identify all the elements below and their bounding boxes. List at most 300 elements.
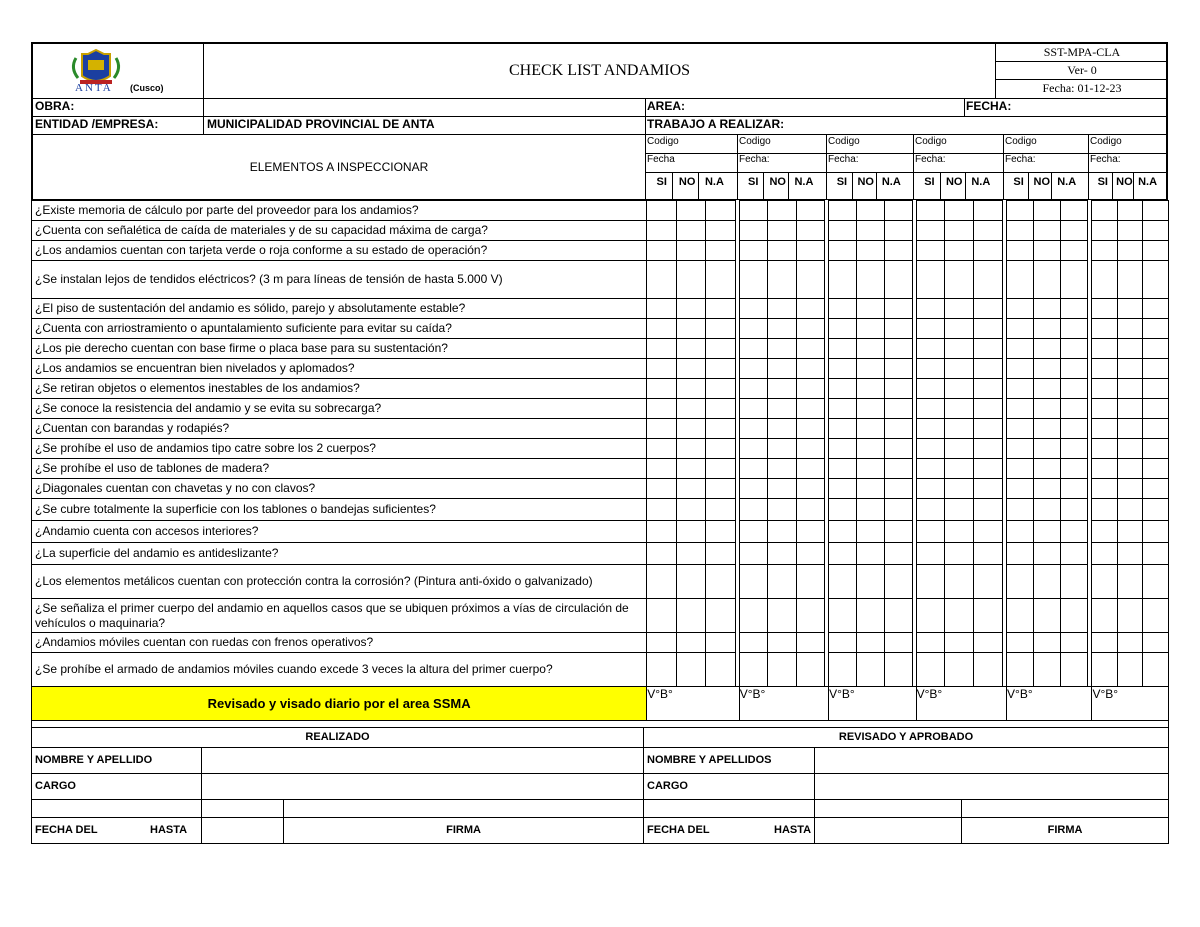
no-checkbox[interactable] (1117, 459, 1142, 479)
na-checkbox[interactable] (1143, 241, 1168, 261)
si-checkbox[interactable] (647, 241, 676, 261)
no-checkbox[interactable] (676, 439, 705, 459)
si-checkbox[interactable] (916, 653, 945, 687)
no-checkbox[interactable] (856, 221, 884, 241)
si-checkbox[interactable] (739, 221, 767, 241)
si-checkbox[interactable] (829, 221, 857, 241)
si-checkbox[interactable] (647, 261, 676, 299)
na-checkbox[interactable] (1061, 379, 1088, 399)
si-checkbox[interactable] (1007, 633, 1034, 653)
si-checkbox[interactable] (647, 399, 676, 419)
si-checkbox[interactable] (829, 543, 857, 565)
si-checkbox[interactable] (916, 419, 945, 439)
na-checkbox[interactable] (1061, 499, 1088, 521)
na-checkbox[interactable] (884, 599, 912, 633)
si-checkbox[interactable] (829, 201, 857, 221)
no-checkbox[interactable] (1117, 261, 1142, 299)
si-checkbox[interactable] (916, 201, 945, 221)
na-checkbox[interactable] (796, 521, 824, 543)
si-checkbox[interactable] (1007, 359, 1034, 379)
si-checkbox[interactable] (1092, 319, 1117, 339)
si-checkbox[interactable] (739, 459, 767, 479)
si-checkbox[interactable] (829, 653, 857, 687)
nombre-field-right[interactable] (815, 747, 1169, 773)
si-checkbox[interactable] (1092, 399, 1117, 419)
si-checkbox[interactable] (829, 479, 857, 499)
no-checkbox[interactable] (1117, 599, 1142, 633)
si-checkbox[interactable] (647, 599, 676, 633)
si-checkbox[interactable] (647, 419, 676, 439)
no-checkbox[interactable] (1034, 565, 1061, 599)
si-checkbox[interactable] (916, 299, 945, 319)
no-checkbox[interactable] (945, 565, 974, 599)
nombre-field-left[interactable] (202, 747, 644, 773)
no-checkbox[interactable] (856, 359, 884, 379)
na-checkbox[interactable] (796, 221, 824, 241)
no-checkbox[interactable] (856, 201, 884, 221)
si-checkbox[interactable] (1092, 633, 1117, 653)
na-checkbox[interactable] (1143, 479, 1168, 499)
na-checkbox[interactable] (796, 565, 824, 599)
no-checkbox[interactable] (1117, 521, 1142, 543)
si-checkbox[interactable] (1007, 479, 1034, 499)
si-checkbox[interactable] (739, 479, 767, 499)
si-checkbox[interactable] (1092, 379, 1117, 399)
si-checkbox[interactable] (829, 599, 857, 633)
no-checkbox[interactable] (856, 653, 884, 687)
no-checkbox[interactable] (1034, 479, 1061, 499)
na-checkbox[interactable] (706, 339, 735, 359)
na-checkbox[interactable] (706, 543, 735, 565)
no-checkbox[interactable] (676, 241, 705, 261)
no-checkbox[interactable] (856, 543, 884, 565)
no-checkbox[interactable] (945, 439, 974, 459)
no-checkbox[interactable] (768, 241, 796, 261)
no-checkbox[interactable] (1034, 633, 1061, 653)
no-checkbox[interactable] (945, 339, 974, 359)
si-checkbox[interactable] (916, 459, 945, 479)
si-checkbox[interactable] (1007, 299, 1034, 319)
si-checkbox[interactable] (1007, 543, 1034, 565)
na-checkbox[interactable] (796, 379, 824, 399)
no-checkbox[interactable] (945, 359, 974, 379)
si-checkbox[interactable] (739, 653, 767, 687)
si-checkbox[interactable] (1092, 359, 1117, 379)
no-checkbox[interactable] (676, 543, 705, 565)
vb-signature-cell[interactable]: V°B° (739, 687, 828, 721)
no-checkbox[interactable] (945, 633, 974, 653)
na-checkbox[interactable] (974, 241, 1003, 261)
si-checkbox[interactable] (1092, 419, 1117, 439)
no-checkbox[interactable] (768, 459, 796, 479)
no-checkbox[interactable] (768, 399, 796, 419)
na-checkbox[interactable] (1143, 339, 1168, 359)
si-checkbox[interactable] (739, 201, 767, 221)
na-checkbox[interactable] (974, 439, 1003, 459)
si-checkbox[interactable] (916, 379, 945, 399)
no-checkbox[interactable] (676, 419, 705, 439)
na-checkbox[interactable] (974, 379, 1003, 399)
na-checkbox[interactable] (1061, 479, 1088, 499)
no-checkbox[interactable] (676, 221, 705, 241)
no-checkbox[interactable] (1034, 499, 1061, 521)
na-checkbox[interactable] (1143, 543, 1168, 565)
no-checkbox[interactable] (945, 201, 974, 221)
si-checkbox[interactable] (829, 439, 857, 459)
no-checkbox[interactable] (1034, 299, 1061, 319)
si-checkbox[interactable] (829, 241, 857, 261)
na-checkbox[interactable] (884, 319, 912, 339)
na-checkbox[interactable] (974, 261, 1003, 299)
si-checkbox[interactable] (739, 339, 767, 359)
na-checkbox[interactable] (1143, 521, 1168, 543)
na-checkbox[interactable] (1061, 261, 1088, 299)
na-checkbox[interactable] (974, 299, 1003, 319)
si-checkbox[interactable] (739, 319, 767, 339)
no-checkbox[interactable] (1117, 241, 1142, 261)
si-checkbox[interactable] (829, 399, 857, 419)
no-checkbox[interactable] (768, 653, 796, 687)
na-checkbox[interactable] (1061, 241, 1088, 261)
na-checkbox[interactable] (1061, 653, 1088, 687)
si-checkbox[interactable] (916, 359, 945, 379)
si-checkbox[interactable] (739, 499, 767, 521)
no-checkbox[interactable] (856, 339, 884, 359)
no-checkbox[interactable] (768, 379, 796, 399)
na-checkbox[interactable] (1061, 419, 1088, 439)
na-checkbox[interactable] (796, 439, 824, 459)
si-checkbox[interactable] (1007, 261, 1034, 299)
no-checkbox[interactable] (1034, 261, 1061, 299)
na-checkbox[interactable] (706, 499, 735, 521)
no-checkbox[interactable] (1034, 439, 1061, 459)
no-checkbox[interactable] (768, 359, 796, 379)
no-checkbox[interactable] (856, 439, 884, 459)
no-checkbox[interactable] (1117, 379, 1142, 399)
na-checkbox[interactable] (1061, 459, 1088, 479)
si-checkbox[interactable] (739, 419, 767, 439)
na-checkbox[interactable] (1143, 499, 1168, 521)
no-checkbox[interactable] (768, 339, 796, 359)
vb-signature-cell[interactable]: V°B° (647, 687, 739, 721)
vb-signature-cell[interactable]: V°B° (1007, 687, 1092, 721)
na-checkbox[interactable] (706, 221, 735, 241)
no-checkbox[interactable] (1034, 599, 1061, 633)
no-checkbox[interactable] (768, 261, 796, 299)
si-checkbox[interactable] (647, 379, 676, 399)
si-checkbox[interactable] (829, 521, 857, 543)
no-checkbox[interactable] (1034, 379, 1061, 399)
no-checkbox[interactable] (676, 653, 705, 687)
no-checkbox[interactable] (856, 379, 884, 399)
na-checkbox[interactable] (884, 399, 912, 419)
na-checkbox[interactable] (706, 599, 735, 633)
no-checkbox[interactable] (1117, 633, 1142, 653)
no-checkbox[interactable] (1034, 399, 1061, 419)
si-checkbox[interactable] (647, 521, 676, 543)
na-checkbox[interactable] (706, 201, 735, 221)
si-checkbox[interactable] (1007, 319, 1034, 339)
si-checkbox[interactable] (829, 633, 857, 653)
na-checkbox[interactable] (1061, 319, 1088, 339)
na-checkbox[interactable] (1143, 565, 1168, 599)
na-checkbox[interactable] (706, 565, 735, 599)
si-checkbox[interactable] (647, 221, 676, 241)
na-checkbox[interactable] (884, 241, 912, 261)
na-checkbox[interactable] (706, 379, 735, 399)
na-checkbox[interactable] (796, 261, 824, 299)
fecha-range-right[interactable] (644, 817, 815, 843)
si-checkbox[interactable] (829, 261, 857, 299)
no-checkbox[interactable] (856, 299, 884, 319)
si-checkbox[interactable] (916, 221, 945, 241)
no-checkbox[interactable] (1117, 299, 1142, 319)
no-checkbox[interactable] (1117, 319, 1142, 339)
si-checkbox[interactable] (739, 521, 767, 543)
si-checkbox[interactable] (916, 599, 945, 633)
si-checkbox[interactable] (647, 201, 676, 221)
si-checkbox[interactable] (1007, 439, 1034, 459)
na-checkbox[interactable] (974, 399, 1003, 419)
no-checkbox[interactable] (1117, 201, 1142, 221)
si-checkbox[interactable] (647, 543, 676, 565)
na-checkbox[interactable] (884, 543, 912, 565)
na-checkbox[interactable] (1061, 399, 1088, 419)
si-checkbox[interactable] (829, 419, 857, 439)
si-checkbox[interactable] (1092, 565, 1117, 599)
si-checkbox[interactable] (739, 241, 767, 261)
na-checkbox[interactable] (1143, 201, 1168, 221)
na-checkbox[interactable] (1143, 299, 1168, 319)
na-checkbox[interactable] (1143, 319, 1168, 339)
na-checkbox[interactable] (706, 359, 735, 379)
na-checkbox[interactable] (884, 499, 912, 521)
si-checkbox[interactable] (829, 339, 857, 359)
si-checkbox[interactable] (916, 319, 945, 339)
no-checkbox[interactable] (1117, 499, 1142, 521)
na-checkbox[interactable] (796, 653, 824, 687)
na-checkbox[interactable] (974, 565, 1003, 599)
na-checkbox[interactable] (796, 201, 824, 221)
na-checkbox[interactable] (1061, 439, 1088, 459)
na-checkbox[interactable] (1061, 599, 1088, 633)
na-checkbox[interactable] (974, 653, 1003, 687)
na-checkbox[interactable] (884, 379, 912, 399)
na-checkbox[interactable] (1061, 543, 1088, 565)
na-checkbox[interactable] (1143, 419, 1168, 439)
no-checkbox[interactable] (1117, 359, 1142, 379)
na-checkbox[interactable] (1143, 439, 1168, 459)
no-checkbox[interactable] (856, 459, 884, 479)
na-checkbox[interactable] (1143, 399, 1168, 419)
no-checkbox[interactable] (945, 521, 974, 543)
na-checkbox[interactable] (706, 399, 735, 419)
vb-signature-cell[interactable]: V°B° (829, 687, 916, 721)
no-checkbox[interactable] (1117, 479, 1142, 499)
na-checkbox[interactable] (974, 599, 1003, 633)
si-checkbox[interactable] (1092, 599, 1117, 633)
si-checkbox[interactable] (1092, 439, 1117, 459)
na-checkbox[interactable] (796, 299, 824, 319)
si-checkbox[interactable] (916, 521, 945, 543)
no-checkbox[interactable] (856, 499, 884, 521)
na-checkbox[interactable] (974, 319, 1003, 339)
na-checkbox[interactable] (706, 419, 735, 439)
no-checkbox[interactable] (945, 653, 974, 687)
na-checkbox[interactable] (706, 319, 735, 339)
si-checkbox[interactable] (1092, 201, 1117, 221)
no-checkbox[interactable] (676, 359, 705, 379)
si-checkbox[interactable] (1092, 521, 1117, 543)
si-checkbox[interactable] (1007, 599, 1034, 633)
vb-signature-cell[interactable]: V°B° (1092, 687, 1168, 721)
na-checkbox[interactable] (1143, 261, 1168, 299)
si-checkbox[interactable] (647, 299, 676, 319)
na-checkbox[interactable] (706, 479, 735, 499)
si-checkbox[interactable] (739, 399, 767, 419)
no-checkbox[interactable] (676, 565, 705, 599)
na-checkbox[interactable] (884, 633, 912, 653)
si-checkbox[interactable] (829, 565, 857, 599)
na-checkbox[interactable] (884, 261, 912, 299)
no-checkbox[interactable] (1117, 439, 1142, 459)
si-checkbox[interactable] (1092, 339, 1117, 359)
si-checkbox[interactable] (1092, 241, 1117, 261)
no-checkbox[interactable] (945, 379, 974, 399)
no-checkbox[interactable] (945, 221, 974, 241)
na-checkbox[interactable] (974, 543, 1003, 565)
no-checkbox[interactable] (856, 399, 884, 419)
si-checkbox[interactable] (1007, 201, 1034, 221)
no-checkbox[interactable] (676, 339, 705, 359)
no-checkbox[interactable] (1117, 543, 1142, 565)
si-checkbox[interactable] (916, 479, 945, 499)
na-checkbox[interactable] (884, 221, 912, 241)
si-checkbox[interactable] (739, 543, 767, 565)
no-checkbox[interactable] (1034, 359, 1061, 379)
si-checkbox[interactable] (1092, 653, 1117, 687)
no-checkbox[interactable] (856, 565, 884, 599)
na-checkbox[interactable] (1143, 599, 1168, 633)
na-checkbox[interactable] (796, 241, 824, 261)
no-checkbox[interactable] (1117, 339, 1142, 359)
si-checkbox[interactable] (739, 565, 767, 599)
si-checkbox[interactable] (916, 633, 945, 653)
na-checkbox[interactable] (706, 633, 735, 653)
si-checkbox[interactable] (916, 439, 945, 459)
si-checkbox[interactable] (739, 379, 767, 399)
no-checkbox[interactable] (1117, 399, 1142, 419)
na-checkbox[interactable] (796, 633, 824, 653)
no-checkbox[interactable] (1117, 565, 1142, 599)
cargo-field-left[interactable] (202, 773, 644, 799)
no-checkbox[interactable] (856, 479, 884, 499)
no-checkbox[interactable] (945, 399, 974, 419)
na-checkbox[interactable] (1143, 653, 1168, 687)
no-checkbox[interactable] (1034, 543, 1061, 565)
no-checkbox[interactable] (945, 299, 974, 319)
na-checkbox[interactable] (884, 299, 912, 319)
si-checkbox[interactable] (1007, 399, 1034, 419)
no-checkbox[interactable] (768, 299, 796, 319)
na-checkbox[interactable] (974, 459, 1003, 479)
si-checkbox[interactable] (829, 299, 857, 319)
no-checkbox[interactable] (945, 319, 974, 339)
no-checkbox[interactable] (945, 241, 974, 261)
no-checkbox[interactable] (1034, 653, 1061, 687)
si-checkbox[interactable] (1007, 339, 1034, 359)
si-checkbox[interactable] (1007, 419, 1034, 439)
no-checkbox[interactable] (676, 459, 705, 479)
na-checkbox[interactable] (796, 339, 824, 359)
na-checkbox[interactable] (706, 299, 735, 319)
fecha-range-left[interactable] (32, 817, 202, 843)
na-checkbox[interactable] (796, 459, 824, 479)
na-checkbox[interactable] (974, 479, 1003, 499)
vb-signature-cell[interactable]: V°B° (916, 687, 1006, 721)
na-checkbox[interactable] (796, 599, 824, 633)
na-checkbox[interactable] (884, 419, 912, 439)
si-checkbox[interactable] (647, 499, 676, 521)
no-checkbox[interactable] (676, 599, 705, 633)
no-checkbox[interactable] (1034, 241, 1061, 261)
na-checkbox[interactable] (1143, 379, 1168, 399)
no-checkbox[interactable] (856, 419, 884, 439)
si-checkbox[interactable] (1007, 379, 1034, 399)
no-checkbox[interactable] (676, 399, 705, 419)
na-checkbox[interactable] (1143, 221, 1168, 241)
si-checkbox[interactable] (739, 359, 767, 379)
si-checkbox[interactable] (1092, 479, 1117, 499)
na-checkbox[interactable] (706, 521, 735, 543)
na-checkbox[interactable] (884, 521, 912, 543)
si-checkbox[interactable] (739, 633, 767, 653)
si-checkbox[interactable] (1092, 299, 1117, 319)
no-checkbox[interactable] (856, 521, 884, 543)
si-checkbox[interactable] (916, 543, 945, 565)
si-checkbox[interactable] (1007, 221, 1034, 241)
no-checkbox[interactable] (768, 419, 796, 439)
si-checkbox[interactable] (829, 359, 857, 379)
na-checkbox[interactable] (974, 499, 1003, 521)
no-checkbox[interactable] (945, 479, 974, 499)
no-checkbox[interactable] (768, 439, 796, 459)
no-checkbox[interactable] (945, 599, 974, 633)
si-checkbox[interactable] (647, 339, 676, 359)
na-checkbox[interactable] (974, 201, 1003, 221)
na-checkbox[interactable] (884, 339, 912, 359)
si-checkbox[interactable] (1092, 221, 1117, 241)
si-checkbox[interactable] (916, 241, 945, 261)
si-checkbox[interactable] (1092, 543, 1117, 565)
na-checkbox[interactable] (706, 241, 735, 261)
no-checkbox[interactable] (768, 499, 796, 521)
no-checkbox[interactable] (1117, 653, 1142, 687)
na-checkbox[interactable] (974, 521, 1003, 543)
si-checkbox[interactable] (916, 565, 945, 599)
na-checkbox[interactable] (974, 339, 1003, 359)
si-checkbox[interactable] (1007, 565, 1034, 599)
no-checkbox[interactable] (676, 379, 705, 399)
no-checkbox[interactable] (945, 419, 974, 439)
no-checkbox[interactable] (768, 479, 796, 499)
si-checkbox[interactable] (647, 359, 676, 379)
no-checkbox[interactable] (768, 633, 796, 653)
no-checkbox[interactable] (676, 201, 705, 221)
si-checkbox[interactable] (1007, 241, 1034, 261)
no-checkbox[interactable] (856, 599, 884, 633)
na-checkbox[interactable] (884, 439, 912, 459)
